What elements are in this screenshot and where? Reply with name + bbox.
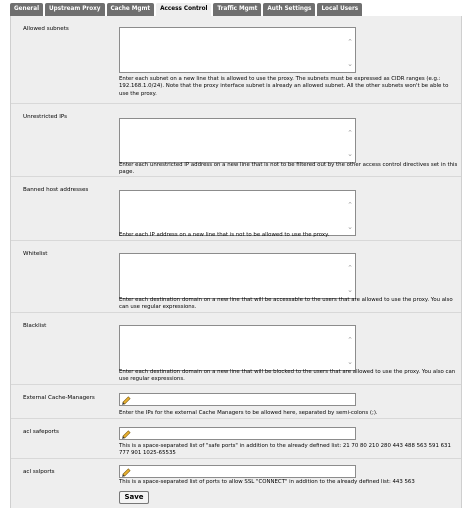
scroll-up-icon[interactable]: ⌃ xyxy=(347,201,353,209)
whitelist-help: Enter each destination domain on a new line that will be accessable to the users that are allowed to use the proxy. You also can use regular expressions. xyxy=(119,297,453,311)
acl-safeports-input[interactable] xyxy=(119,427,356,440)
pencil-icon xyxy=(121,394,132,405)
whitelist-textarea[interactable] xyxy=(119,253,356,299)
tab-auth-settings[interactable]: Auth Settings xyxy=(263,3,315,16)
acl-sslports-help: This is a space-separated list of ports to allow SSL "CONNECT" in addition to the already defined list: 443 563 xyxy=(119,479,415,485)
acl-sslports-label: acl sslports xyxy=(23,469,55,475)
pencil-icon xyxy=(121,466,132,477)
scroll-down-icon[interactable]: ⌄ xyxy=(347,60,353,68)
whitelist-row xyxy=(11,241,461,313)
tab-traffic-mgmt[interactable]: Traffic Mgmt xyxy=(213,3,261,16)
unrestricted-ips-row xyxy=(11,104,461,177)
external-cache-label: External Cache-Managers xyxy=(23,395,95,401)
acl-sslports-row xyxy=(11,459,461,487)
scroll-up-icon[interactable]: ⌃ xyxy=(347,129,353,137)
settings-panel xyxy=(10,16,462,508)
blacklist-row xyxy=(11,313,461,385)
scroll-down-icon[interactable]: ⌄ xyxy=(347,358,353,366)
scroll-up-icon[interactable]: ⌃ xyxy=(347,336,353,344)
tab-general[interactable]: General xyxy=(10,3,43,16)
unrestricted-ips-label: Unrestricted IPs xyxy=(23,114,68,120)
acl-safeports-row xyxy=(11,419,461,459)
allowed-subnets-row xyxy=(11,16,461,104)
unrestricted-ips-textarea[interactable] xyxy=(119,118,356,163)
unrestricted-ips-help: Enter each unrestricted IP address on a new line that is not to be filtered out by the other access control directives set in this page. xyxy=(119,162,458,176)
tab-local-users[interactable]: Local Users xyxy=(317,3,362,16)
banned-hosts-help: Enter each IP address on a new line that is not to be allowed to use the proxy. xyxy=(119,232,330,238)
scroll-down-icon[interactable]: ⌄ xyxy=(347,286,353,294)
textarea-scrollbar[interactable] xyxy=(346,191,355,235)
scroll-down-icon[interactable]: ⌄ xyxy=(347,150,353,158)
scroll-down-icon[interactable]: ⌄ xyxy=(347,223,353,231)
allowed-subnets-label: Allowed subnets xyxy=(23,26,69,32)
acl-sslports-input[interactable] xyxy=(119,465,356,478)
banned-hosts-textarea[interactable] xyxy=(119,190,356,236)
banned-hosts-label: Banned host addresses xyxy=(23,187,89,193)
textarea-scrollbar[interactable] xyxy=(346,254,355,298)
tab-access-control[interactable]: Access Control xyxy=(156,3,211,16)
banned-hosts-row xyxy=(11,177,461,241)
pencil-icon xyxy=(121,428,132,439)
tab-upstream-proxy[interactable]: Upstream Proxy xyxy=(45,3,104,16)
scroll-up-icon[interactable]: ⌃ xyxy=(347,264,353,272)
allowed-subnets-help: Enter each subnet on a new line that is allowed to use the proxy. The subnets must be expressed as CIDR ranges (e.g.: 192.168.1.0/24). Note that the proxy interface subnet is already an allowed subnet. All the other subnets won't be able to use the proxy. xyxy=(119,76,449,97)
external-cache-help: Enter the IPs for the external Cache Managers to be allowed here, separated by semi-colons (;). xyxy=(119,410,378,416)
blacklist-textarea[interactable] xyxy=(119,325,356,371)
textarea-scrollbar[interactable] xyxy=(346,28,355,72)
save-button[interactable]: Save xyxy=(119,491,149,504)
blacklist-help: Enter each destination domain on a new line that will be blocked to the users that are allowed to use the proxy. You also can use regular expressions. xyxy=(119,369,456,383)
allowed-subnets-textarea[interactable] xyxy=(119,27,356,73)
tab-cache-mgmt[interactable]: Cache Mgmt xyxy=(107,3,155,16)
textarea-scrollbar[interactable] xyxy=(346,119,355,162)
external-cache-row xyxy=(11,385,461,419)
external-cache-input[interactable] xyxy=(119,393,356,406)
blacklist-label: Blacklist xyxy=(23,323,47,329)
whitelist-label: Whitelist xyxy=(23,251,48,257)
tab-bar xyxy=(10,3,362,16)
acl-safeports-label: acl safeports xyxy=(23,429,59,435)
scroll-up-icon[interactable]: ⌃ xyxy=(347,38,353,46)
acl-safeports-help: This is a space-separated list of "safe ports" in addition to the already defined list: 21 70 80 210 280 443 488 563 591 631 777 901 1025-65535 xyxy=(119,443,451,457)
textarea-scrollbar[interactable] xyxy=(346,326,355,370)
